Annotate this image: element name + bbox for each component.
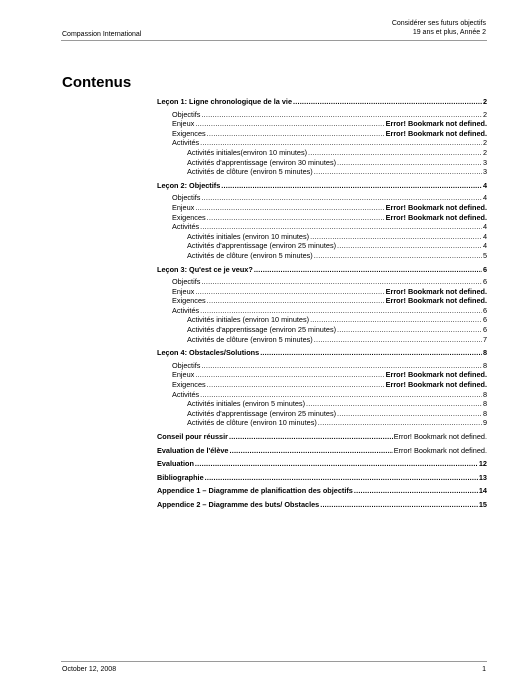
toc-dot-leader xyxy=(195,370,384,379)
footer-date: October 12, 2008 xyxy=(62,666,117,673)
toc-entry-title: Activités initiales (environ 5 minutes) xyxy=(187,399,306,409)
toc-entry[interactable] xyxy=(157,129,487,139)
toc-dot-leader xyxy=(200,306,482,315)
toc-entry-title: Activités de clôture (environ 5 minutes) xyxy=(187,167,313,177)
toc-entry-title: Evaluation de l'élève xyxy=(157,445,229,455)
toc-dot-leader xyxy=(260,348,482,357)
toc-entry-page: 2 xyxy=(482,138,487,148)
toc-entry-title: Activités xyxy=(172,389,200,399)
toc-entry[interactable] xyxy=(157,213,487,223)
toc-entry-title: Objectifs xyxy=(172,277,201,287)
toc-entry-page: 6 xyxy=(482,305,487,315)
toc-entry-page: 2 xyxy=(482,97,487,106)
toc-entry[interactable] xyxy=(157,296,487,306)
toc-entry-page: Error! Bookmark not defined. xyxy=(385,296,487,306)
toc-entry-title: Leçon 3: Qu'est ce je veux? xyxy=(157,264,253,274)
toc-entry[interactable] xyxy=(157,306,487,316)
toc-entry-title: Exigences xyxy=(172,128,206,138)
toc-entry[interactable] xyxy=(157,277,487,287)
toc-entry[interactable] xyxy=(157,148,487,158)
footer-rule xyxy=(61,661,487,662)
toc-entry[interactable] xyxy=(157,265,487,275)
toc-entry[interactable] xyxy=(157,500,487,510)
toc-entry-title: Activités xyxy=(172,222,200,232)
toc-entry[interactable] xyxy=(157,232,487,242)
toc-dot-leader xyxy=(195,119,384,128)
toc-entry-title: Enjeux xyxy=(172,286,195,296)
toc-dot-leader xyxy=(207,380,385,389)
table-of-contents xyxy=(157,97,487,510)
toc-entry-page: 3 xyxy=(482,157,487,167)
toc-dot-leader xyxy=(320,500,478,509)
toc-dot-leader xyxy=(337,409,482,418)
toc-entry[interactable] xyxy=(157,399,487,409)
toc-dot-leader xyxy=(207,213,385,222)
toc-entry-page: Error! Bookmark not defined. xyxy=(393,432,487,441)
toc-entry-title: Exigences xyxy=(172,212,206,222)
toc-entry[interactable] xyxy=(157,138,487,148)
toc-entry-page: 2 xyxy=(482,109,487,119)
toc-entry[interactable] xyxy=(157,380,487,390)
header-organization: Compassion International xyxy=(62,31,142,38)
toc-dot-leader xyxy=(254,265,482,274)
toc-entry-title: Bibliographie xyxy=(157,472,204,482)
toc-entry[interactable] xyxy=(157,315,487,325)
toc-entry[interactable] xyxy=(157,446,487,456)
toc-entry-page: Error! Bookmark not defined. xyxy=(385,202,487,212)
toc-dot-leader xyxy=(337,158,482,167)
toc-entry-title: Leçon 1: Ligne chronologique de la vie xyxy=(157,97,293,106)
toc-entry-title: Activités xyxy=(172,138,200,148)
toc-dot-leader xyxy=(200,222,482,231)
toc-dot-leader xyxy=(207,296,385,305)
toc-entry-title: Activités xyxy=(172,305,200,315)
toc-entry-page: Error! Bookmark not defined. xyxy=(385,212,487,222)
toc-dot-leader xyxy=(195,287,384,296)
toc-entry[interactable] xyxy=(157,432,487,442)
toc-entry-title: Appendice 1 – Diagramme de planificattion des objectifs xyxy=(157,486,353,496)
toc-entry[interactable] xyxy=(157,222,487,232)
toc-entry-title: Enjeux xyxy=(172,202,195,212)
toc-entry[interactable] xyxy=(157,486,487,496)
toc-entry-title: Exigences xyxy=(172,380,206,390)
toc-dot-leader xyxy=(201,193,482,202)
toc-entry[interactable] xyxy=(157,167,487,177)
toc-dot-leader xyxy=(207,129,385,138)
toc-entry-page: 8 xyxy=(482,360,487,370)
toc-entry-title: Activités de clôture (environ 5 minutes) xyxy=(187,250,313,260)
toc-entry-page: Error! Bookmark not defined. xyxy=(385,128,487,138)
toc-dot-leader xyxy=(314,251,482,260)
toc-entry-title: Activités d'apprentissage (environ 25 minutes) xyxy=(187,408,337,418)
toc-dot-leader xyxy=(201,361,482,370)
toc-entry-title: Leçon 2: Objectifs xyxy=(157,180,221,190)
toc-entry[interactable] xyxy=(157,110,487,120)
footer-page-number: 1 xyxy=(482,666,486,673)
toc-entry[interactable] xyxy=(157,325,487,335)
header-doc-title: Considérer ses futurs objectifs xyxy=(391,20,486,27)
toc-entry-page: 2 xyxy=(482,147,487,157)
toc-entry[interactable] xyxy=(157,193,487,203)
toc-dot-leader xyxy=(337,325,482,334)
toc-dot-leader xyxy=(229,432,393,441)
toc-entry-title: Enjeux xyxy=(172,370,195,380)
toc-entry-page: 6 xyxy=(482,325,487,335)
toc-dot-leader xyxy=(337,241,482,250)
toc-entry-page: Error! Bookmark not defined. xyxy=(385,380,487,390)
toc-dot-leader xyxy=(354,486,478,495)
toc-entry-title: Leçon 4: Obstacles/Solutions xyxy=(157,348,260,358)
header-rule xyxy=(61,40,487,41)
toc-entry-page: 4 xyxy=(482,180,487,190)
toc-entry[interactable] xyxy=(157,158,487,168)
toc-dot-leader xyxy=(205,473,478,482)
toc-entry-title: Activités d'apprentissage (environ 25 minutes) xyxy=(187,241,337,251)
toc-entry[interactable] xyxy=(157,418,487,428)
toc-entry-title: Enjeux xyxy=(172,119,195,129)
toc-entry-page: 9 xyxy=(482,418,487,428)
toc-dot-leader xyxy=(195,203,384,212)
toc-dot-leader xyxy=(230,446,393,455)
toc-entry-page: 12 xyxy=(478,459,487,469)
toc-entry-page: 8 xyxy=(482,399,487,409)
toc-entry-title: Activités de clôture (environ 5 minutes) xyxy=(187,334,313,344)
toc-entry[interactable] xyxy=(157,181,487,191)
toc-entry-title: Exigences xyxy=(172,296,206,306)
toc-entry-page: 14 xyxy=(478,486,487,496)
toc-dot-leader xyxy=(314,167,482,176)
toc-entry-title: Activités de clôture (environ 10 minutes) xyxy=(187,418,317,428)
toc-entry[interactable] xyxy=(157,459,487,469)
toc-entry-page: 8 xyxy=(482,408,487,418)
toc-entry[interactable] xyxy=(157,370,487,380)
header-doc-subtitle: 19 ans et plus, Année 2 xyxy=(412,29,486,36)
toc-entry-page: 4 xyxy=(482,231,487,241)
toc-dot-leader xyxy=(200,390,482,399)
toc-entry-title: Appendice 2 – Diagramme des buts/ Obstacles xyxy=(157,499,320,509)
toc-entry-page: 5 xyxy=(482,250,487,260)
toc-dot-leader xyxy=(201,110,482,119)
toc-entry[interactable] xyxy=(157,241,487,251)
toc-entry-title: Activités initiales (environ 10 minutes) xyxy=(187,231,310,241)
toc-entry[interactable] xyxy=(157,97,487,107)
toc-entry-title: Activités initiales(environ 10 minutes) xyxy=(187,147,308,157)
toc-entry-title: Activités d'apprentissage (environ 25 minutes) xyxy=(187,325,337,335)
toc-entry-page: 13 xyxy=(478,472,487,482)
toc-entry-page: Error! Bookmark not defined. xyxy=(385,370,487,380)
toc-entry-page: 4 xyxy=(482,193,487,203)
toc-entry[interactable] xyxy=(157,287,487,297)
toc-entry[interactable] xyxy=(157,251,487,261)
toc-dot-leader xyxy=(308,148,482,157)
toc-entry-title: Objectifs xyxy=(172,360,201,370)
toc-entry-title: Objectifs xyxy=(172,193,201,203)
toc-entry-title: Objectifs xyxy=(172,109,201,119)
toc-entry[interactable] xyxy=(157,409,487,419)
toc-dot-leader xyxy=(195,459,478,468)
toc-entry-page: 6 xyxy=(482,315,487,325)
toc-entry[interactable] xyxy=(157,335,487,345)
toc-entry[interactable] xyxy=(157,348,487,358)
toc-entry[interactable] xyxy=(157,119,487,129)
toc-entry-title: Conseil pour réussir xyxy=(157,432,228,441)
toc-entry-page: 7 xyxy=(482,334,487,344)
toc-entry[interactable] xyxy=(157,390,487,400)
toc-entry-title: Activités d'apprentissage (environ 30 minutes) xyxy=(187,157,337,167)
toc-dot-leader xyxy=(314,335,482,344)
toc-dot-leader xyxy=(221,181,482,190)
toc-dot-leader xyxy=(318,418,482,427)
toc-entry[interactable] xyxy=(157,203,487,213)
toc-entry-page: 6 xyxy=(482,277,487,287)
toc-dot-leader xyxy=(306,399,482,408)
toc-dot-leader xyxy=(200,138,482,147)
toc-entry-title: Evaluation xyxy=(157,459,194,469)
toc-entry[interactable] xyxy=(157,361,487,371)
toc-entry-page: 15 xyxy=(478,499,487,509)
page-title: Contenus xyxy=(62,74,132,91)
toc-dot-leader xyxy=(310,315,482,324)
toc-entry[interactable] xyxy=(157,473,487,483)
toc-entry-page: Error! Bookmark not defined. xyxy=(393,445,487,455)
toc-entry-page: 3 xyxy=(482,167,487,177)
toc-entry-page: 8 xyxy=(482,389,487,399)
toc-dot-leader xyxy=(293,97,482,106)
header-document-info xyxy=(392,19,486,37)
toc-entry-page: 6 xyxy=(482,264,487,274)
toc-dot-leader xyxy=(201,277,482,286)
toc-entry-page: Error! Bookmark not defined. xyxy=(385,119,487,129)
toc-dot-leader xyxy=(310,232,482,241)
toc-entry-page: 4 xyxy=(482,222,487,232)
toc-entry-page: 8 xyxy=(482,348,487,358)
toc-entry-title: Activités initiales (environ 10 minutes) xyxy=(187,315,310,325)
toc-entry-page: 4 xyxy=(482,241,487,251)
toc-entry-page: Error! Bookmark not defined. xyxy=(385,286,487,296)
